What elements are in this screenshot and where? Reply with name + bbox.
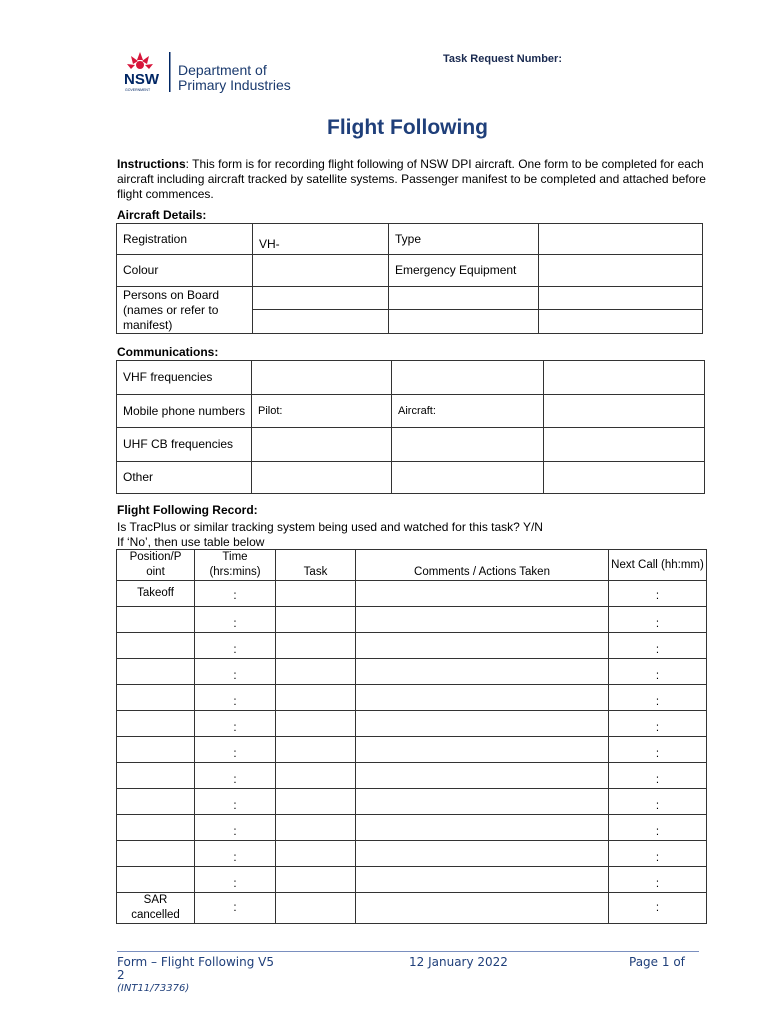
table-row	[117, 789, 707, 815]
position-cell[interactable]	[117, 633, 195, 659]
task-cell[interactable]	[276, 789, 356, 815]
comments-cell[interactable]	[356, 607, 609, 633]
flight-record-table	[116, 549, 707, 581]
task-cell[interactable]	[276, 867, 356, 893]
position-cell[interactable]	[117, 607, 195, 633]
position-cell[interactable]	[117, 763, 195, 789]
tracking-question: Is TracPlus or similar tracking system being used and watched for this task? Y/N	[117, 520, 543, 534]
aircraft-phone-field[interactable]: Aircraft:	[392, 395, 544, 428]
comments-cell[interactable]	[356, 789, 609, 815]
task-cell[interactable]	[276, 815, 356, 841]
next-call-cell[interactable]: :	[609, 607, 707, 633]
next-call-cell[interactable]: :	[609, 581, 707, 607]
task-cell[interactable]	[276, 841, 356, 867]
svg-text:NSW: NSW	[124, 71, 159, 88]
emergency-label: Emergency Equipment	[389, 255, 539, 287]
task-cell[interactable]	[276, 711, 356, 737]
svg-text:GOVERNMENT: GOVERNMENT	[125, 88, 151, 92]
uhf-label: UHF CB frequencies	[117, 428, 252, 462]
time-cell[interactable]: :	[195, 867, 276, 893]
communications-table	[116, 360, 705, 494]
time-cell[interactable]: :	[195, 789, 276, 815]
comments-cell[interactable]	[356, 685, 609, 711]
persons-field-3[interactable]	[539, 287, 703, 310]
position-cell[interactable]	[117, 815, 195, 841]
table-row	[117, 659, 707, 685]
position-cell[interactable]: Takeoff	[117, 581, 195, 607]
footer-ref: (INT11/73376)	[117, 983, 190, 994]
table-row	[117, 581, 707, 607]
record-header-row	[117, 550, 707, 581]
next-call-cell[interactable]: :	[609, 893, 707, 924]
vhf-field-1[interactable]	[252, 361, 392, 395]
page-title: Flight Following	[327, 116, 488, 139]
table-row	[117, 763, 707, 789]
time-cell[interactable]: :	[195, 607, 276, 633]
table-row	[117, 633, 707, 659]
vhf-field-2[interactable]	[392, 361, 544, 395]
time-cell[interactable]: :	[195, 659, 276, 685]
comments-cell[interactable]	[356, 711, 609, 737]
table-row	[117, 815, 707, 841]
comments-cell[interactable]	[356, 763, 609, 789]
table-row	[117, 607, 707, 633]
comments-cell[interactable]	[356, 867, 609, 893]
task-cell[interactable]	[276, 581, 356, 607]
instructions: Instructions: This form is for recording flight following of NSW DPI aircraft. One form to be completed for each aircraft including aircraft tracked by satellite systems. Passenger manifest to be completed and attached before flight commences.	[117, 157, 706, 201]
other-field-2[interactable]	[392, 462, 544, 494]
vhf-field-3[interactable]	[544, 361, 705, 395]
if-no-note: If ‘No’, then use table below	[117, 535, 265, 549]
header-time: Time (hrs:mins)	[195, 550, 276, 581]
time-cell[interactable]: :	[195, 893, 276, 924]
next-call-cell[interactable]: :	[609, 841, 707, 867]
header-position: Position/P oint	[117, 550, 195, 581]
type-label: Type	[389, 224, 539, 255]
task-cell[interactable]	[276, 893, 356, 924]
persons-field-6[interactable]	[539, 310, 703, 334]
next-call-cell[interactable]: :	[609, 685, 707, 711]
comments-cell[interactable]	[356, 841, 609, 867]
position-cell[interactable]	[117, 659, 195, 685]
emergency-field[interactable]	[539, 255, 703, 287]
persons-label: Persons on Board (names or refer to manifest)	[117, 287, 253, 334]
task-cell[interactable]	[276, 763, 356, 789]
next-call-cell[interactable]: :	[609, 789, 707, 815]
header-task: Task	[276, 550, 356, 581]
aircraft-details-table	[116, 223, 703, 334]
task-request-label: Task Request Number:	[443, 53, 562, 65]
aircraft-details-heading: Aircraft Details:	[117, 208, 207, 222]
comments-cell[interactable]	[356, 581, 609, 607]
colour-field[interactable]	[253, 255, 389, 287]
footer-form-cont: 2	[117, 968, 125, 982]
comments-cell[interactable]	[356, 737, 609, 763]
table-row	[117, 685, 707, 711]
communications-heading: Communications:	[117, 345, 219, 359]
table-row	[117, 711, 707, 737]
task-cell[interactable]	[276, 737, 356, 763]
table-row	[117, 841, 707, 867]
footer-date: 12 January 2022	[409, 955, 508, 969]
next-call-cell[interactable]: :	[609, 867, 707, 893]
position-cell[interactable]: SAR cancelled	[117, 893, 195, 924]
footer-page: Page 1 of	[629, 955, 685, 969]
pilot-field[interactable]: Pilot:	[252, 395, 392, 428]
time-cell[interactable]: :	[195, 711, 276, 737]
comments-cell[interactable]	[356, 893, 609, 924]
registration-label: Registration	[117, 224, 253, 255]
time-cell[interactable]: :	[195, 815, 276, 841]
next-call-cell[interactable]: :	[609, 633, 707, 659]
position-cell[interactable]	[117, 789, 195, 815]
table-row	[117, 737, 707, 763]
task-cell[interactable]	[276, 633, 356, 659]
uhf-field-1[interactable]	[252, 428, 392, 462]
uhf-field-2[interactable]	[392, 428, 544, 462]
vhf-label: VHF frequencies	[117, 361, 252, 395]
org-name: Department of Primary Industries	[178, 62, 291, 93]
position-cell[interactable]	[117, 737, 195, 763]
type-field[interactable]	[539, 224, 703, 255]
footer-form: Form – Flight Following V5	[117, 955, 275, 969]
time-cell[interactable]: :	[195, 633, 276, 659]
table-row	[117, 893, 707, 924]
other-field-3[interactable]	[544, 462, 705, 494]
next-call-cell[interactable]: :	[609, 711, 707, 737]
colour-label: Colour	[117, 255, 253, 287]
task-cell[interactable]	[276, 685, 356, 711]
comments-cell[interactable]	[356, 659, 609, 685]
other-label: Other	[117, 462, 252, 494]
comments-cell[interactable]	[356, 815, 609, 841]
time-cell[interactable]: :	[195, 841, 276, 867]
other-field-1[interactable]	[252, 462, 392, 494]
next-call-cell[interactable]: :	[609, 737, 707, 763]
task-cell[interactable]	[276, 659, 356, 685]
header-next-call: Next Call (hh:mm)	[609, 550, 707, 581]
position-cell[interactable]	[117, 685, 195, 711]
task-cell[interactable]	[276, 607, 356, 633]
position-cell[interactable]	[117, 841, 195, 867]
time-cell[interactable]: :	[195, 737, 276, 763]
uhf-field-3[interactable]	[544, 428, 705, 462]
time-cell[interactable]: :	[195, 685, 276, 711]
comments-cell[interactable]	[356, 633, 609, 659]
next-call-cell[interactable]: :	[609, 763, 707, 789]
record-heading: Flight Following Record:	[117, 503, 258, 517]
mobile-field-3[interactable]	[544, 395, 705, 428]
position-cell[interactable]	[117, 867, 195, 893]
time-cell[interactable]: :	[195, 581, 276, 607]
footer-divider	[117, 951, 699, 952]
persons-field-5[interactable]	[389, 310, 539, 334]
time-cell[interactable]: :	[195, 763, 276, 789]
table-row	[117, 867, 707, 893]
header-comments: Comments / Actions Taken	[356, 550, 609, 581]
next-call-cell[interactable]: :	[609, 815, 707, 841]
next-call-cell[interactable]: :	[609, 659, 707, 685]
registration-field[interactable]: VH-	[253, 224, 389, 255]
persons-field-2[interactable]	[389, 287, 539, 310]
persons-field-1[interactable]	[253, 287, 389, 310]
position-cell[interactable]	[117, 711, 195, 737]
mobile-label: Mobile phone numbers	[117, 395, 252, 428]
persons-field-4[interactable]	[253, 310, 389, 334]
flight-record-body	[116, 580, 707, 924]
